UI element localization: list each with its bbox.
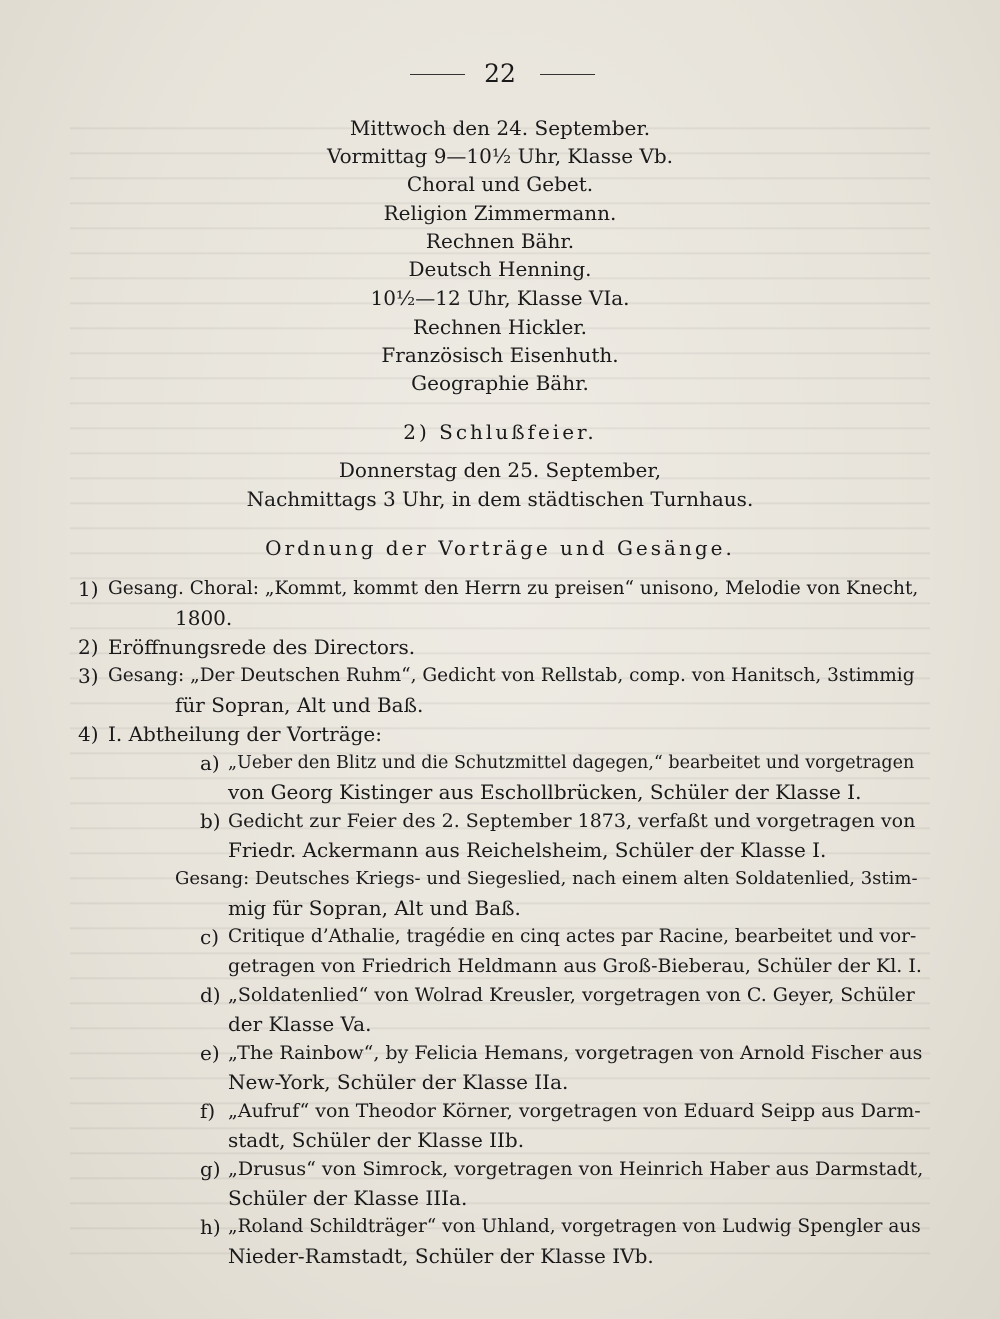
sub-item-label: h)	[200, 1215, 221, 1239]
sub-item-text: „Ueber den Blitz und die Schutzmittel dagegen,“ bearbeitet und vorgetragen	[228, 753, 915, 773]
sub-item-label: e)	[200, 1041, 220, 1065]
schedule-line: Religion Zimmermann.	[383, 201, 617, 225]
sub-item-text-continued: der Klasse Va.	[228, 1012, 372, 1036]
program-heading: Ordnung der Vorträge und Gesänge.	[265, 536, 735, 560]
sub-item-text-continued: Friedr. Ackermann aus Reichelsheim, Schüler der Klasse I.	[228, 838, 827, 862]
schedule-line: Geographie Bähr.	[411, 371, 589, 395]
schedule-line: Rechnen Hickler.	[412, 315, 588, 339]
sub-item-text-continued: Schüler der Klasse IIIa.	[228, 1186, 468, 1210]
song-text-continued: mig für Sopran, Alt und Baß.	[228, 896, 521, 920]
sub-item-text-continued: New-York, Schüler der Klasse IIa.	[228, 1070, 569, 1094]
program-item-text-continued: für Sopran, Alt und Baß.	[175, 693, 424, 717]
program-item-text: I. Abtheilung der Vorträge:	[108, 722, 382, 746]
program-item-number: 3)	[78, 664, 99, 688]
schedule-line: Französisch Eisenhuth.	[381, 343, 619, 367]
sub-item-text-continued: getragen von Friedrich Heldmann aus Groß-Bieberau, Schüler der Kl. I.	[228, 955, 922, 977]
sub-item-text-continued: von Georg Kistinger aus Eschollbrücken, Schüler der Klasse I.	[228, 780, 862, 804]
sub-item-label: g)	[200, 1157, 221, 1181]
schedule-line: Choral und Gebet.	[406, 172, 594, 196]
page-header	[0, 58, 1000, 90]
header-rule-right	[540, 74, 595, 75]
sub-item-text-continued: Nieder-Ramstadt, Schüler der Klasse IVb.	[228, 1244, 654, 1268]
section-heading: 2) Schlußfeier.	[403, 420, 597, 444]
page-number: 22	[484, 59, 516, 88]
program-item-number: 4)	[78, 722, 99, 746]
sub-item-text: Gedicht zur Feier des 2. September 1873, verfaßt und vorgetragen von	[228, 810, 916, 832]
schedule-line: Rechnen Bähr.	[425, 229, 575, 253]
sub-item-text: „The Rainbow“, by Felicia Hemans, vorgetragen von Arnold Fischer aus	[228, 1042, 923, 1064]
program-item-text-line: Gesang. Choral: „Kommt, kommt den Herrn zu preisen“ unisono, Melodie von Knecht,	[108, 578, 919, 599]
program-item-text-continued: 1800.	[175, 606, 233, 630]
sub-item-text: Critique d’Athalie, tragédie en cinq actes par Racine, bearbeitet und vor-	[228, 926, 917, 947]
schedule-line: 10½—12 Uhr, Klasse VIa.	[370, 286, 630, 310]
sub-item-label: a)	[200, 751, 220, 775]
program-item-text: Eröffnungsrede des Directors.	[108, 635, 416, 659]
event-date: Donnerstag den 25. September,	[338, 458, 662, 482]
schedule-line: Vormittag 9—10½ Uhr, Klasse Vb.	[326, 144, 674, 168]
program-item-text: Gesang: „Der Deutschen Ruhm“, Gedicht von Rellstab, comp. von Hanitsch, 3stimmig	[108, 665, 915, 686]
sub-item-label: d)	[200, 983, 221, 1007]
sub-item-text: „Drusus“ von Simrock, vorgetragen von Heinrich Haber aus Darmstadt,	[228, 1158, 924, 1180]
header-rule-left	[410, 74, 465, 75]
program-item-number: 1)	[78, 577, 99, 601]
sub-item-label: f)	[200, 1099, 216, 1123]
program-item-text	[108, 575, 923, 603]
sub-item-text: „Soldatenlied“ von Wolrad Kreusler, vorgetragen von C. Geyer, Schüler	[228, 984, 915, 1006]
sub-item-text: „Roland Schildträger“ von Uhland, vorgetragen von Ludwig Spengler aus	[228, 1216, 921, 1237]
sub-item-text: „Aufruf“ von Theodor Körner, vorgetragen von Eduard Seipp aus Darm-	[228, 1100, 921, 1122]
event-time-place: Nachmittags 3 Uhr, in dem städtischen Turnhaus.	[246, 487, 754, 511]
song-text: Gesang: Deutsches Kriegs- und Siegeslied, nach einem alten Soldatenlied, 3stim-	[175, 868, 918, 889]
sub-item-label: c)	[200, 925, 220, 949]
sub-item-label: b)	[200, 809, 221, 833]
schedule-line: Deutsch Henning.	[408, 257, 592, 281]
schedule-line: Mittwoch den 24. September.	[349, 116, 651, 140]
sub-item-text-continued: stadt, Schüler der Klasse IIb.	[228, 1128, 525, 1152]
program-item-number: 2)	[78, 635, 99, 659]
